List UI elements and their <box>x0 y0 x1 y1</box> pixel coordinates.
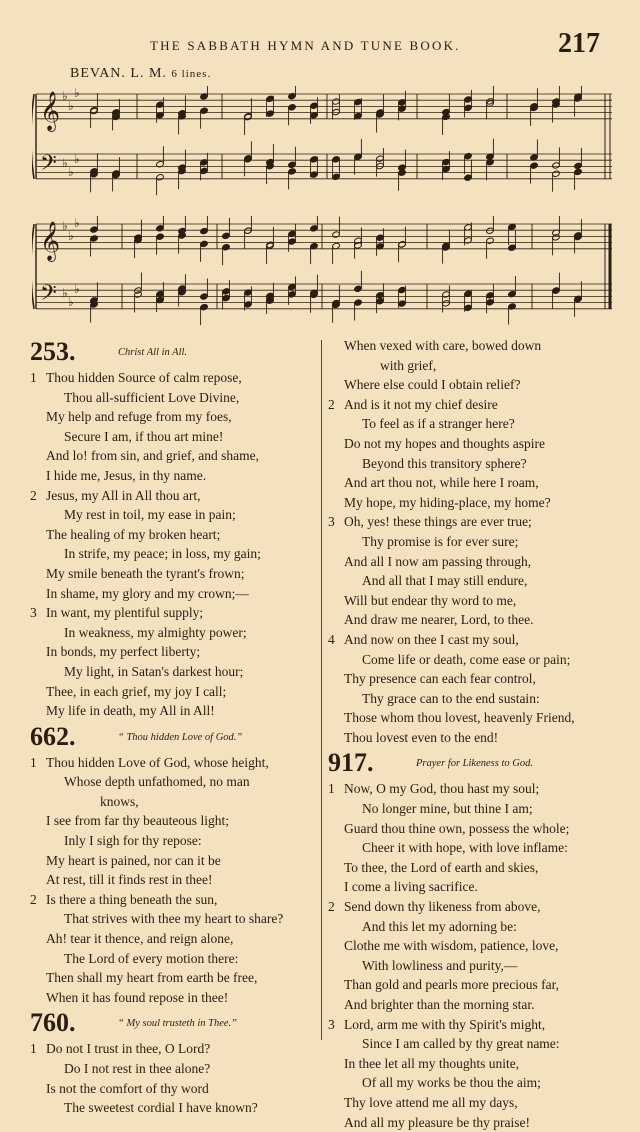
verse-text: Of all my works be thou the aim; <box>362 1075 541 1091</box>
verse-line <box>328 917 618 937</box>
page-number: 217 <box>558 28 600 59</box>
verse-text: My life in death, my All in All! <box>46 703 215 719</box>
verse-text: In shame, my glory and my crown;— <box>46 585 249 601</box>
verse-text: In strife, my peace; in loss, my gain; <box>64 546 261 562</box>
verse-line <box>328 779 618 799</box>
flat-icon: ♭ <box>62 156 68 170</box>
verse-line <box>328 1054 618 1074</box>
verse-line <box>30 870 318 890</box>
music-system-1 <box>32 86 614 198</box>
verse-line <box>328 877 618 897</box>
verse-line <box>328 669 618 689</box>
verse-text: My hope, my hiding-place, my home? <box>344 494 551 510</box>
verse-line <box>328 838 618 858</box>
verse-text: When vexed with care, bowed down <box>344 338 542 353</box>
verse-line <box>30 792 318 812</box>
verse-number: 1 <box>30 754 37 770</box>
verse-line <box>328 936 618 956</box>
verse-text: My rest in toil, my ease in pain; <box>64 507 236 523</box>
flat-icon: ♭ <box>68 99 74 113</box>
verse-text: Beyond this transitory sphere? <box>362 455 527 471</box>
flat-icon: ♭ <box>68 229 74 243</box>
verse-line <box>30 407 318 427</box>
verse-line <box>30 505 318 525</box>
hymn-subtitle: “ My soul trusteth in Thee.” <box>118 1018 238 1030</box>
verse-line <box>328 356 618 376</box>
music-system-2 <box>32 216 614 328</box>
verse-line <box>30 623 318 643</box>
verse-number: 1 <box>30 370 37 385</box>
verse-text: And is it not my chief desire <box>344 396 498 412</box>
hymn-heading <box>30 1009 318 1039</box>
flat-icon: ♭ <box>68 165 74 179</box>
verse-text: Ah! tear it thence, and reign alone, <box>46 931 234 947</box>
verse-text: With lowliness and purity,— <box>362 957 518 973</box>
verse-line <box>328 799 618 819</box>
verse-line <box>30 968 318 988</box>
verse-text: Oh, yes! these things are ever true; <box>344 514 532 530</box>
verse-text: Thou hidden Love of God, whose height, <box>46 754 269 770</box>
verse-text: Thou all-sufficient Love Divine, <box>64 389 240 405</box>
tune-name: BEVAN. L. M. <box>70 66 167 81</box>
verse-line <box>328 708 618 728</box>
verse-line <box>30 1098 318 1118</box>
treble-clef-icon: 𝄞 <box>40 221 61 261</box>
verse-number: 2 <box>30 891 37 907</box>
hymn-block <box>30 723 318 1008</box>
verse-line <box>328 414 618 434</box>
hymn-number: 662. <box>30 721 76 751</box>
page-header <box>0 28 640 64</box>
verse-text: Lord, arm me with thy Spirit's might, <box>344 1016 546 1032</box>
verse-text: Where else could I obtain relief? <box>344 377 521 393</box>
verse-text: knows, <box>100 793 139 809</box>
verse-text: The Lord of every motion there: <box>64 950 239 966</box>
hymn-number: 253. <box>30 337 76 366</box>
verse-line <box>328 956 618 976</box>
hymn-subtitle: Christ All in All. <box>118 347 188 358</box>
music-staff-system <box>32 216 614 328</box>
verse-text: Come life or death, come ease or pain; <box>362 651 571 667</box>
verse-line <box>30 988 318 1008</box>
hymn-heading <box>30 338 318 368</box>
flat-icon: ♭ <box>74 86 80 100</box>
verse-line <box>30 564 318 584</box>
verse-line <box>30 584 318 604</box>
verse-text: The sweetest cordial I have known? <box>64 1100 258 1116</box>
music-staff-system <box>32 86 614 198</box>
verse-line <box>30 1079 318 1099</box>
hymn-block <box>328 749 618 1132</box>
hymn-block <box>30 1009 318 1117</box>
verse-text: Will but endear thy word to me, <box>344 592 517 608</box>
verse-line <box>30 368 318 388</box>
verse-text: Cheer it with hope, with love inflame: <box>362 840 568 856</box>
verse-line <box>328 819 618 839</box>
verse-number: 4 <box>328 631 335 647</box>
verse-text: My help and refuge from my foes, <box>46 409 232 425</box>
verse-line <box>30 831 318 851</box>
verse-text: Do I not rest in thee alone? <box>64 1061 211 1076</box>
verse-line <box>328 336 618 356</box>
verse-line <box>328 1034 618 1054</box>
hymn-subtitle: “ Thou hidden Love of God.” <box>118 731 243 743</box>
verse-line <box>30 466 318 486</box>
verse-line <box>328 728 618 748</box>
treble-clef-icon: 𝄞 <box>40 91 61 131</box>
verse-line <box>30 446 318 466</box>
verse-line <box>328 1113 618 1132</box>
verse-text: I come a living sacrifice. <box>344 879 478 895</box>
verse-line <box>328 512 618 532</box>
verse-line <box>328 434 618 454</box>
verse-line <box>30 525 318 545</box>
verse-line <box>30 1059 318 1079</box>
verse-text: Whose depth unfathomed, no man <box>64 774 250 790</box>
verse-number: 1 <box>30 1041 37 1057</box>
hymn-number: 917. <box>328 748 374 778</box>
verse-line <box>30 544 318 564</box>
verse-line <box>328 473 618 493</box>
verse-line <box>328 454 618 474</box>
verse-text: And now on thee I cast my soul, <box>344 631 519 647</box>
hymn-block <box>30 338 318 721</box>
verse-line <box>30 753 318 773</box>
verse-text: Guard thou thine own, possess the whole; <box>344 820 570 836</box>
verse-line <box>328 995 618 1015</box>
verse-line <box>328 591 618 611</box>
flat-icon: ♭ <box>74 216 80 230</box>
verse-text: I hide me, Jesus, in thy name. <box>46 467 207 483</box>
verse-line <box>30 486 318 506</box>
tune-title <box>70 66 211 82</box>
verse-text: Is not the comfort of thy word <box>46 1080 209 1096</box>
verse-line <box>328 610 618 630</box>
verse-text: My smile beneath the tyrant's frown; <box>46 565 245 581</box>
verse-number: 2 <box>328 899 335 915</box>
verse-line <box>30 909 318 929</box>
verse-text: In weakness, my almighty power; <box>64 624 247 640</box>
verse-line <box>30 388 318 408</box>
verse-line <box>328 897 618 917</box>
left-column <box>30 336 318 1118</box>
verse-line <box>30 949 318 969</box>
verse-line <box>30 701 318 721</box>
verse-number: 2 <box>328 396 335 412</box>
verse-line <box>30 682 318 702</box>
bass-clef-icon: 𝄢 <box>40 151 57 181</box>
verse-number: 3 <box>328 1016 335 1032</box>
verse-text: To feel as if a stranger here? <box>362 416 515 432</box>
verse-line <box>328 650 618 670</box>
verse-text: Those whom thou lovest, heavenly Friend, <box>344 710 575 726</box>
verse-text: And all my pleasure be thy praise! <box>344 1114 530 1130</box>
verse-line <box>30 811 318 831</box>
system-bracket <box>32 224 34 309</box>
verse-text: with grief, <box>380 357 437 373</box>
verse-text: Is there a thing beneath the sun, <box>46 891 218 907</box>
verse-number: 3 <box>328 514 335 530</box>
tune-lines-note: 6 lines. <box>171 68 212 80</box>
verse-text: Secure I am, if thou art mine! <box>64 428 224 444</box>
verse-line <box>30 427 318 447</box>
verse-text: And art thou not, while here I roam, <box>344 475 539 491</box>
verse-text: And lo! from sin, and grief, and shame, <box>46 448 259 464</box>
verse-number: 2 <box>30 487 37 503</box>
verse-text: Since I am called by thy great name: <box>362 1036 560 1052</box>
verse-text: Now, O my God, thou hast my soul; <box>344 781 540 797</box>
bass-clef-icon: 𝄢 <box>40 281 57 311</box>
hymn-block <box>328 336 618 747</box>
column-divider <box>321 340 322 1040</box>
verse-text: That strives with thee my heart to share? <box>64 911 284 927</box>
verse-text: At rest, till it finds rest in thee! <box>46 872 213 888</box>
right-column <box>328 336 618 1132</box>
verse-text: Send down thy likeness from above, <box>344 899 541 915</box>
verse-number: 3 <box>30 605 37 621</box>
verse-line <box>328 375 618 395</box>
verse-text: And all I now am passing through, <box>344 553 532 569</box>
verse-text: Do not my hopes and thoughts aspire <box>344 435 545 451</box>
verse-text: Thou hidden Source of calm repose, <box>46 370 242 385</box>
system-bracket <box>32 94 34 179</box>
verse-line <box>30 642 318 662</box>
flat-icon: ♭ <box>74 282 80 296</box>
verse-line <box>328 1073 618 1093</box>
verse-line <box>30 851 318 871</box>
verse-text: My heart is pained, nor can it be <box>46 852 221 868</box>
verse-number: 1 <box>328 781 335 797</box>
verse-text: And brighter than the morning star. <box>344 997 535 1012</box>
verse-text: Do not I trust in thee, O Lord? <box>46 1041 211 1057</box>
verse-line <box>328 552 618 572</box>
verse-text: No longer mine, but thine I am; <box>362 801 533 817</box>
verse-text: And this let my adorning be: <box>362 918 517 934</box>
flat-icon: ♭ <box>62 286 68 300</box>
running-head: THE SABBATH HYMN AND TUNE BOOK. <box>150 38 461 53</box>
verse-line <box>30 929 318 949</box>
verse-text: Thy grace can to the end sustain: <box>362 690 540 706</box>
verse-line <box>328 689 618 709</box>
flat-icon: ♭ <box>62 89 68 103</box>
verse-line <box>328 1015 618 1035</box>
verse-line <box>30 772 318 792</box>
verse-text: In thee let all my thoughts unite, <box>344 1055 520 1071</box>
verse-text: And draw me nearer, Lord, to thee. <box>344 612 534 628</box>
verse-line <box>30 1039 318 1059</box>
verse-text: Thee, in each grief, my joy I call; <box>46 683 227 699</box>
verse-line <box>328 1093 618 1113</box>
verse-line <box>30 662 318 682</box>
flat-icon: ♭ <box>74 152 80 166</box>
verse-text: In bonds, my perfect liberty; <box>46 644 201 660</box>
verse-text: Thou lovest even to the end! <box>344 729 499 745</box>
verse-text: My light, in Satan's darkest hour; <box>64 663 244 679</box>
flat-icon: ♭ <box>62 219 68 233</box>
verse-text: Thy promise is for ever sure; <box>362 533 519 549</box>
hymn-heading <box>30 723 318 753</box>
verse-text: When it has found repose in thee! <box>46 989 229 1005</box>
verse-line <box>328 571 618 591</box>
verse-text: Thy love attend me all my days, <box>344 1094 518 1110</box>
flat-icon: ♭ <box>68 295 74 309</box>
verse-text: Inly I sigh for thy repose: <box>64 833 202 849</box>
verse-text: And all that I may still endure, <box>362 573 528 589</box>
verse-text: Clothe me with wisdom, patience, love, <box>344 938 559 954</box>
verse-line <box>30 890 318 910</box>
verse-line <box>328 630 618 650</box>
verse-text: Than gold and pearls more precious far, <box>344 977 560 993</box>
hymn-heading <box>328 749 618 779</box>
verse-line <box>328 395 618 415</box>
hymn-number: 760. <box>30 1008 76 1038</box>
verse-text: Jesus, my All in All thou art, <box>46 487 201 503</box>
verse-text: Then shall my heart from earth be free, <box>46 970 258 986</box>
verse-line <box>328 532 618 552</box>
verse-line <box>328 858 618 878</box>
verse-text: Thy presence can each fear control, <box>344 671 536 687</box>
verse-line <box>328 493 618 513</box>
verse-text: The healing of my broken heart; <box>46 526 221 542</box>
hymn-subtitle: Prayer for Likeness to God. <box>416 758 533 770</box>
verse-text: I see from far thy beauteous light; <box>46 813 229 829</box>
verse-text: To thee, the Lord of earth and skies, <box>344 859 539 875</box>
verse-line <box>328 975 618 995</box>
verse-text: In want, my plentiful supply; <box>46 605 204 621</box>
verse-line <box>30 603 318 623</box>
